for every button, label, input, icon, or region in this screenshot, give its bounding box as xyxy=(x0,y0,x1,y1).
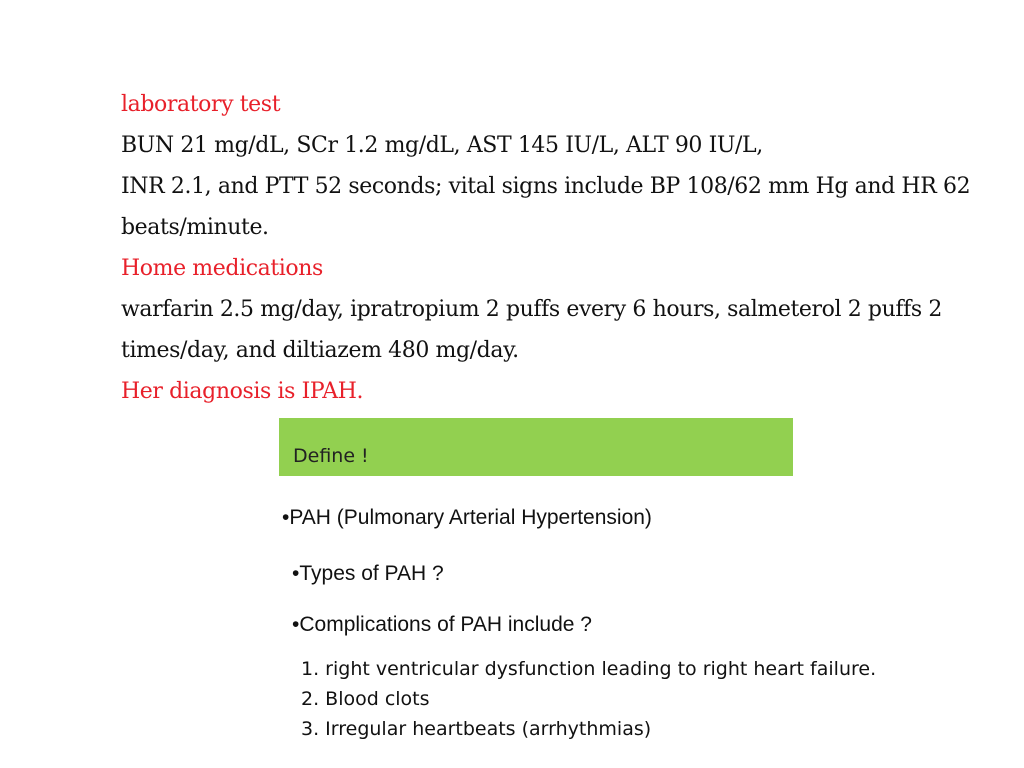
bullet-complications: •Complications of PAH include ? xyxy=(292,613,592,636)
lab-heading: laboratory test xyxy=(121,92,281,117)
define-box xyxy=(279,418,793,476)
list-item: 3. Irregular heartbeats (arrhythmias) xyxy=(301,718,652,740)
lab-results-line-2: INR 2.1, and PTT 52 seconds; vital signs include BP 108/62 mm Hg and HR 62 xyxy=(121,174,971,199)
list-item: 2. Blood clots xyxy=(301,688,430,710)
define-label: Define ! xyxy=(293,445,369,467)
case-description xyxy=(121,84,971,412)
complications-list xyxy=(301,654,876,744)
medications-heading: Home medications xyxy=(121,256,323,281)
bullet-pah: •PAH (Pulmonary Arterial Hypertension) xyxy=(282,506,652,529)
list-item: 1. right ventricular dysfunction leading to right heart failure. xyxy=(301,658,877,680)
bullet-types: •Types of PAH ? xyxy=(292,562,444,585)
lab-results-line-3: beats/minute. xyxy=(121,215,269,240)
medications-line-2: times/day, and diltiazem 480 mg/day. xyxy=(121,338,519,363)
medications-line-1: warfarin 2.5 mg/day, ipratropium 2 puffs every 6 hours, salmeterol 2 puffs 2 xyxy=(121,297,942,322)
diagnosis-text: Her diagnosis is IPAH. xyxy=(121,379,364,404)
lab-results-line-1: BUN 21 mg/dL, SCr 1.2 mg/dL, AST 145 IU/L, ALT 90 IU/L, xyxy=(121,133,763,158)
